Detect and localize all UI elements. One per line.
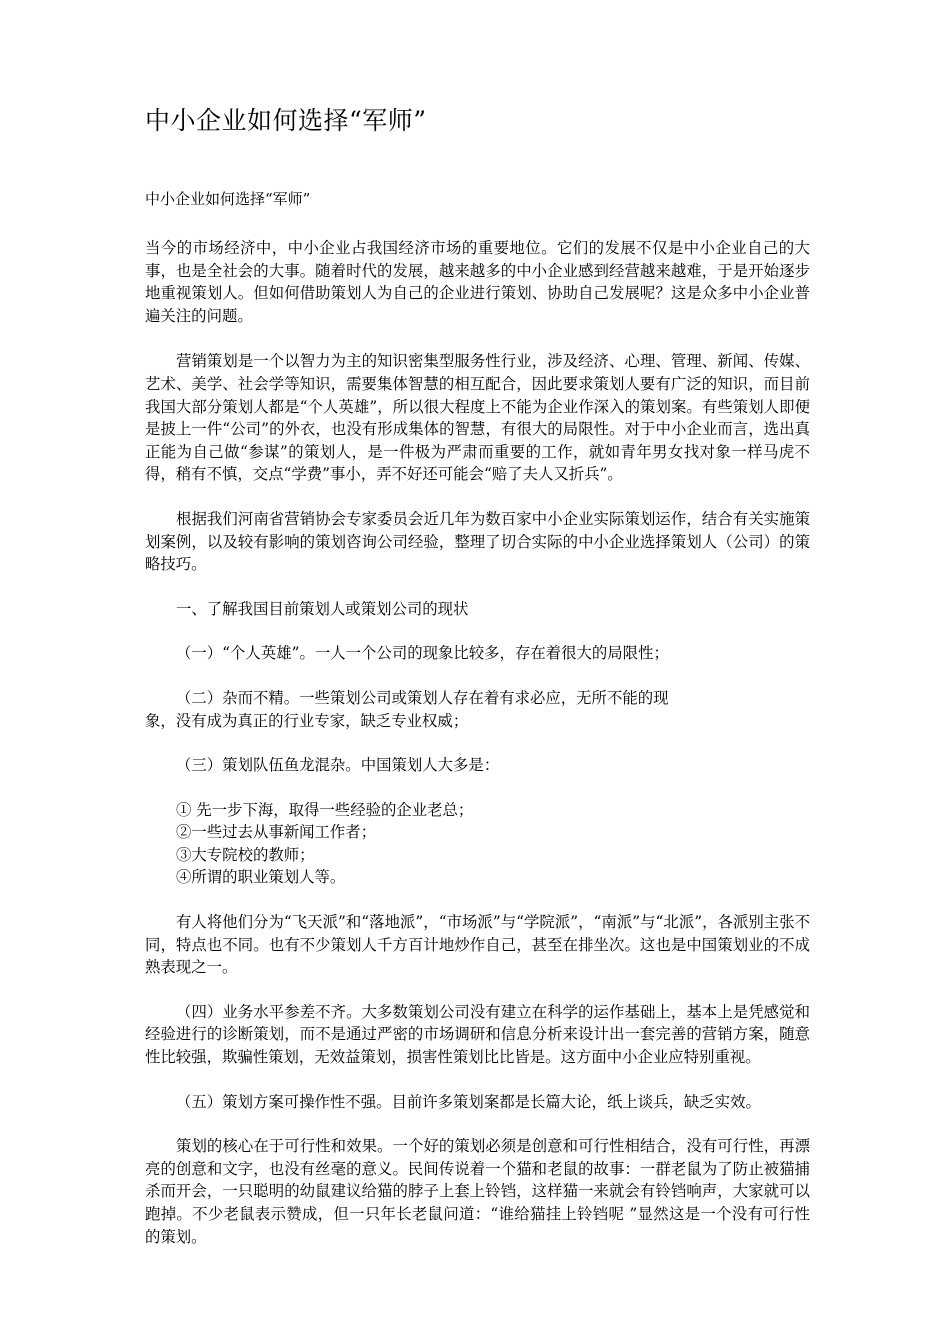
item-individual-hero: （一）“个人英雄”。一人一个公司的现象比较多，存在着很大的局限性；: [176, 644, 669, 663]
item-miscellaneous-line-2: 象，没有成为真正的行业专家，缺乏专业权威；: [145, 711, 469, 730]
section-heading-1: 一、了解我国目前策划人或策划公司的现状: [176, 599, 469, 618]
item-miscellaneous-line-1: （二）杂而不精。一些策划公司或策划人存在着有求必应，无所不能的现: [176, 688, 669, 707]
list-item: ④所谓的职业策划人等。: [176, 868, 346, 887]
intro-paragraph: 当今的市场经济中，中小企业占我国经济市场的重要地位。它们的发展不仅是中小企业自己的大事，也是全社会的大事。随着时代的发展，越来越多的中小企业感到经营越来越难，于是开始逐步地重视策划人。但如何借助策划人为自己的企业进行策划、协助自己发展呢？这是众多中小企业普遍关注的问题。: [145, 239, 810, 325]
paragraph-cat-and-mouse: 策划的核心在于可行性和效果。一个好的策划必须是创意和可行性相结合，没有可行性，再漂亮的创意和文字，也没有丝毫的意义。民间传说着一个猫和老鼠的故事：一群老鼠为了防止被猫捕杀而开会，一只聪明的幼鼠建议给猫的脖子上套上铃铛，这样猫一来就会有铃铛响声，大家就可以跑掉。不少老鼠表示赞成，但一只年长老鼠问道：“谁给猫挂上铃铛呢 ”显然这是一个没有可行性的策划。: [145, 1137, 810, 1246]
item-miscellaneous: [145, 687, 810, 732]
document-title: 中小企业如何选择“军师”: [145, 106, 427, 135]
paragraph-marketing-planning: 营销策划是一个以智力为主的知识密集型服务性行业，涉及经济、心理、管理、新闻、传媒、艺术、美学、社会学等知识，需要集体智慧的相互配合，因此要求策划人要有广泛的知识，而目前我国大部分策划人都是“个人英雄”，所以很大程度上不能为企业作深入的策划案。有些策划人即便是披上一件“公司”的外衣，也没有形成集体的智慧，有很大的局限性。对于中小企业而言，选出真正能为自己做“参谋”的策划人，是一件极为严肃而重要的工作，就如青年男女找对象一样马虎不得，稍有不慎，交点“学费”事小，弄不好还可能会“赔了夫人又折兵”。: [145, 352, 810, 484]
paragraph-planner-factions: 有人将他们分为“飞天派”和“落地派”，“市场派”与“学院派”，“南派”与“北派”，各派别主张不同，特点也不同。也有不少策划人千方百计地炒作自己，甚至在排坐次。这也是中国策划业的不成熟表现之一。: [145, 913, 810, 977]
document-subtitle: 中小企业如何选择“军师”: [145, 190, 311, 208]
item-low-operability: （五）策划方案可操作性不强。目前许多策划案都是长篇大论，纸上谈兵，缺乏实效。: [176, 1092, 761, 1111]
item-mixed-team: （三）策划队伍鱼龙混杂。中国策划人大多是：: [176, 756, 500, 775]
item-uneven-skill: （四）业务水平参差不齐。大多数策划公司没有建立在科学的运作基础上，基本上是凭感觉和经验进行的诊断策划，而不是通过严密的市场调研和信息分析来设计出一套完善的营销方案，随意性比较强，欺骗性策划，无效益策划，损害性策划比比皆是。这方面中小企业应特别重视。: [145, 1002, 810, 1067]
document-page: [145, 104, 810, 1248]
planner-type-list: [145, 799, 810, 889]
list-item: ②一些过去从事新闻工作者；: [176, 823, 377, 842]
list-item: ③大专院校的教师；: [176, 845, 315, 864]
paragraph-henan-association: 根据我们河南省营销协会专家委员会近几年为数百家中小企业实际策划运作，结合有关实施策划案例，以及较有影响的策划咨询公司经验，整理了切合实际的中小企业选择策划人（公司）的策略技巧。: [145, 509, 810, 574]
list-item: ① 先一步下海，取得一些经验的企业老总；: [176, 800, 474, 819]
